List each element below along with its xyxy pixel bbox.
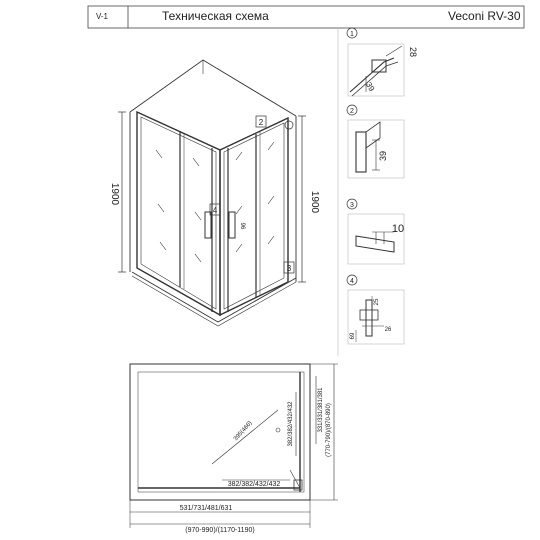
handle-dim-label: 96 (239, 222, 245, 230)
plan-depth-opening: 382/382/432/432 (288, 401, 294, 447)
detail-1-number: 1 (350, 31, 354, 38)
plan-depth-second: 331/331/381/381 (318, 387, 324, 433)
details-column (347, 28, 404, 344)
handle-right (229, 212, 235, 238)
callout-label-4: 4 (212, 206, 218, 215)
detail-4-dim-c: 69 (350, 332, 356, 340)
right-panel-frame (220, 118, 288, 315)
right-panel-inner (224, 123, 284, 309)
detail-4-number: 4 (350, 278, 354, 285)
detail-2-number: 2 (350, 108, 354, 115)
plan-view (130, 364, 338, 528)
plan-width-second: 531/731/481/631 (179, 505, 233, 512)
detail-2-drawing (347, 105, 404, 178)
detail-3-dim-a: 10 (391, 223, 405, 235)
plan-outline (130, 364, 310, 500)
sheet-title: Техническая схема (162, 9, 269, 23)
plan-width-bottom: (970-990)/(1170-1190) (185, 527, 255, 534)
wall-top-edges (130, 60, 296, 116)
detail-3-number: 3 (350, 202, 354, 209)
callout-circle-top (285, 121, 293, 129)
detail-1-dim-a: 28 (408, 46, 418, 58)
callout-label-2: 2 (258, 118, 264, 127)
detail-1-dim-b: 39 (364, 80, 377, 93)
left-panel-frame (137, 112, 220, 315)
perspective-view (118, 60, 306, 326)
handle-left (205, 212, 211, 238)
height-label-right: 1900 (309, 190, 320, 214)
model-name: Veconi RV-30 (448, 9, 521, 23)
detail-4-dim-a: 25 (374, 298, 380, 306)
plan-diagonal (212, 410, 278, 464)
tray-lower-edge (132, 276, 296, 326)
detail-2-dim-a: 39 (378, 150, 388, 162)
plan-width-opening: 382/382/432/432 (227, 481, 281, 488)
callout-label-3: 3 (286, 264, 292, 273)
plan-depth-total: (770-790)/(870-890) (326, 403, 332, 457)
sheet-code: V-1 (96, 12, 109, 21)
detail-4-dim-b: 26 (384, 327, 392, 333)
height-label-left: 1900 (109, 182, 120, 206)
plan-opening-diagonal: 395(466) (232, 420, 254, 443)
